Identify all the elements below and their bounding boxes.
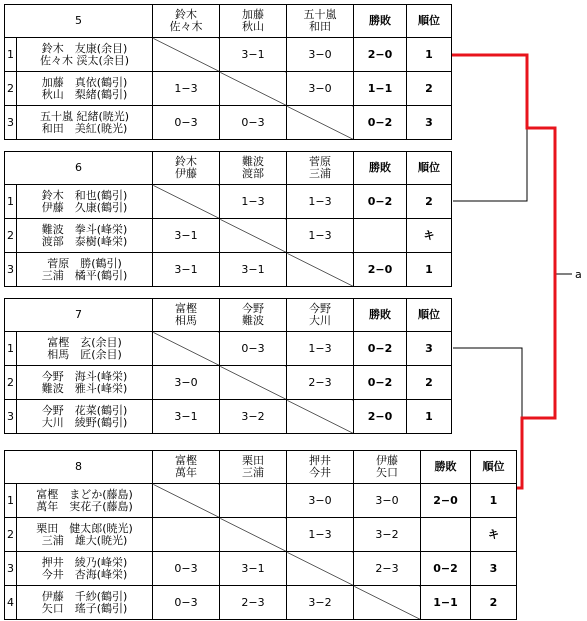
rank-cell: 2 <box>471 586 517 620</box>
rank-cell: キ <box>407 219 452 253</box>
self-match-cell <box>354 586 421 620</box>
rank-cell: 2 <box>407 72 452 106</box>
pair-names: 押井 綾乃(峰栄) 今井 杏海(峰栄) <box>17 552 153 586</box>
pair-names: 鈴木 和也(鶴引) 伊藤 久康(鶴引) <box>17 185 153 219</box>
opponent-header: 菅原 三浦 <box>287 152 354 185</box>
self-match-cell <box>287 400 354 434</box>
bracket-line-group6 <box>453 128 527 201</box>
table-row <box>5 185 452 219</box>
self-match-cell <box>287 253 354 287</box>
group-number: 8 <box>5 451 153 484</box>
win-loss-header: 勝敗 <box>421 451 471 484</box>
score-cell: 0−3 <box>220 332 287 366</box>
table-row <box>5 586 517 620</box>
row-number: 2 <box>5 366 17 400</box>
rank-cell: 2 <box>407 366 452 400</box>
score-cell: 3−0 <box>287 38 354 72</box>
win-loss-header: 勝敗 <box>354 5 407 38</box>
pair-names: 今野 海斗(峰栄) 難波 雅斗(峰栄) <box>17 366 153 400</box>
score-cell <box>153 518 220 552</box>
group-number: 7 <box>5 299 153 332</box>
win-loss-cell: 0−2 <box>354 106 407 140</box>
rank-header: 順位 <box>407 152 452 185</box>
score-cell: 3−1 <box>220 38 287 72</box>
score-cell: 1−3 <box>287 332 354 366</box>
opponent-header: 鈴木 佐々木 <box>153 5 220 38</box>
score-cell: 0−3 <box>220 106 287 140</box>
win-loss-cell <box>421 518 471 552</box>
score-cell: 3−1 <box>153 253 220 287</box>
score-cell: 3−1 <box>153 219 220 253</box>
self-match-cell <box>287 106 354 140</box>
group-number: 6 <box>5 152 153 185</box>
score-cell: 3−0 <box>287 72 354 106</box>
score-cell: 0−3 <box>153 552 220 586</box>
rank-cell: キ <box>471 518 517 552</box>
win-loss-cell: 2−0 <box>354 38 407 72</box>
rank-cell: 3 <box>407 106 452 140</box>
rank-cell: 1 <box>407 38 452 72</box>
rank-header: 順位 <box>471 451 517 484</box>
score-cell: 0−3 <box>153 586 220 620</box>
score-cell: 3−1 <box>220 552 287 586</box>
opponent-header: 五十嵐 和田 <box>287 5 354 38</box>
row-number: 3 <box>5 552 17 586</box>
row-number: 2 <box>5 72 17 106</box>
win-loss-cell: 2−0 <box>354 253 407 287</box>
row-number: 3 <box>5 400 17 434</box>
score-cell: 3−0 <box>287 484 354 518</box>
self-match-cell <box>153 185 220 219</box>
pair-names: 伊藤 千紗(鶴引) 矢口 瑤子(鶴引) <box>17 586 153 620</box>
score-cell: 2−3 <box>354 552 421 586</box>
opponent-header: 鈴木 伊藤 <box>153 152 220 185</box>
table-row <box>5 72 452 106</box>
win-loss-cell: 0−2 <box>354 185 407 219</box>
win-loss-cell: 1−1 <box>421 586 471 620</box>
score-cell: 1−3 <box>153 72 220 106</box>
opponent-header: 難波 渡部 <box>220 152 287 185</box>
pair-names: 難波 拳斗(峰栄) 渡部 泰樹(峰栄) <box>17 219 153 253</box>
score-cell <box>220 484 287 518</box>
table-row <box>5 552 517 586</box>
row-number: 1 <box>5 484 17 518</box>
opponent-header: 押井 今井 <box>287 451 354 484</box>
score-cell: 3−0 <box>153 366 220 400</box>
table-row <box>5 219 452 253</box>
rank-header: 順位 <box>407 299 452 332</box>
score-cell: 1−3 <box>287 219 354 253</box>
win-loss-cell: 2−0 <box>354 400 407 434</box>
self-match-cell <box>220 219 287 253</box>
bracket-line-group7 <box>453 348 522 418</box>
rank-header: 順位 <box>407 5 452 38</box>
win-loss-cell <box>354 219 407 253</box>
pair-names: 富樫 まどか(藤島) 萬年 実花子(藤島) <box>17 484 153 518</box>
self-match-cell <box>153 332 220 366</box>
score-cell: 1−3 <box>287 185 354 219</box>
score-cell: 3−1 <box>220 253 287 287</box>
table-row <box>5 518 517 552</box>
opponent-header: 栗田 三浦 <box>220 451 287 484</box>
win-loss-cell: 2−0 <box>421 484 471 518</box>
win-loss-cell: 1−1 <box>354 72 407 106</box>
rank-cell: 3 <box>471 552 517 586</box>
table-row <box>5 400 452 434</box>
win-loss-header: 勝敗 <box>354 152 407 185</box>
win-loss-cell: 0−2 <box>354 366 407 400</box>
opponent-header: 今野 大川 <box>287 299 354 332</box>
rank-cell: 1 <box>471 484 517 518</box>
opponent-header: 加藤 秋山 <box>220 5 287 38</box>
self-match-cell <box>220 366 287 400</box>
win-loss-header: 勝敗 <box>354 299 407 332</box>
pair-names: 菅原 勝(鶴引) 三浦 橘平(鶴引) <box>17 253 153 287</box>
group-7-table <box>4 298 452 434</box>
score-cell: 3−2 <box>354 518 421 552</box>
table-row <box>5 332 452 366</box>
rank-cell: 1 <box>407 400 452 434</box>
pair-names: 栗田 健太郎(暁光) 三浦 雄大(暁光) <box>17 518 153 552</box>
row-number: 3 <box>5 106 17 140</box>
row-number: 2 <box>5 219 17 253</box>
self-match-cell <box>287 552 354 586</box>
win-loss-cell: 0−2 <box>421 552 471 586</box>
rank-cell: 2 <box>407 185 452 219</box>
score-cell: 3−1 <box>153 400 220 434</box>
group-8-table <box>4 450 517 620</box>
row-number: 4 <box>5 586 17 620</box>
pair-names: 今野 花菜(鶴引) 大川 綾野(鶴引) <box>17 400 153 434</box>
rank-cell: 3 <box>407 332 452 366</box>
score-cell: 3−2 <box>287 586 354 620</box>
row-number: 3 <box>5 253 17 287</box>
winner-path-top <box>451 55 555 274</box>
pair-names: 富樫 玄(余目) 相馬 匠(余目) <box>17 332 153 366</box>
self-match-cell <box>220 72 287 106</box>
table-row <box>5 484 517 518</box>
score-cell: 3−0 <box>354 484 421 518</box>
rank-cell: 1 <box>407 253 452 287</box>
row-number: 2 <box>5 518 17 552</box>
pair-names: 五十嵐 紀緒(暁光) 和田 美紅(暁光) <box>17 106 153 140</box>
table-row <box>5 366 452 400</box>
self-match-cell <box>153 38 220 72</box>
score-cell: 1−3 <box>287 518 354 552</box>
self-match-cell <box>153 484 220 518</box>
self-match-cell <box>220 518 287 552</box>
pair-names: 鈴木 友康(余目) 佐々木 渓太(余目) <box>17 38 153 72</box>
score-cell: 2−3 <box>220 586 287 620</box>
opponent-header: 富樫 相馬 <box>153 299 220 332</box>
row-number: 1 <box>5 38 17 72</box>
opponent-header: 今野 難波 <box>220 299 287 332</box>
row-number: 1 <box>5 185 17 219</box>
win-loss-cell: 0−2 <box>354 332 407 366</box>
table-row <box>5 253 452 287</box>
score-cell: 2−3 <box>287 366 354 400</box>
opponent-header: 富樫 萬年 <box>153 451 220 484</box>
table-row <box>5 106 452 140</box>
group-6-table <box>4 151 452 287</box>
pair-names: 加藤 真依(鶴引) 秋山 梨緒(鶴引) <box>17 72 153 106</box>
score-cell: 3−2 <box>220 400 287 434</box>
group-number: 5 <box>5 5 153 38</box>
row-number: 1 <box>5 332 17 366</box>
bracket-label: a <box>575 268 582 281</box>
score-cell: 0−3 <box>153 106 220 140</box>
score-cell: 1−3 <box>220 185 287 219</box>
opponent-header: 伊藤 矢口 <box>354 451 421 484</box>
table-row <box>5 38 452 72</box>
group-5-table <box>4 4 452 140</box>
